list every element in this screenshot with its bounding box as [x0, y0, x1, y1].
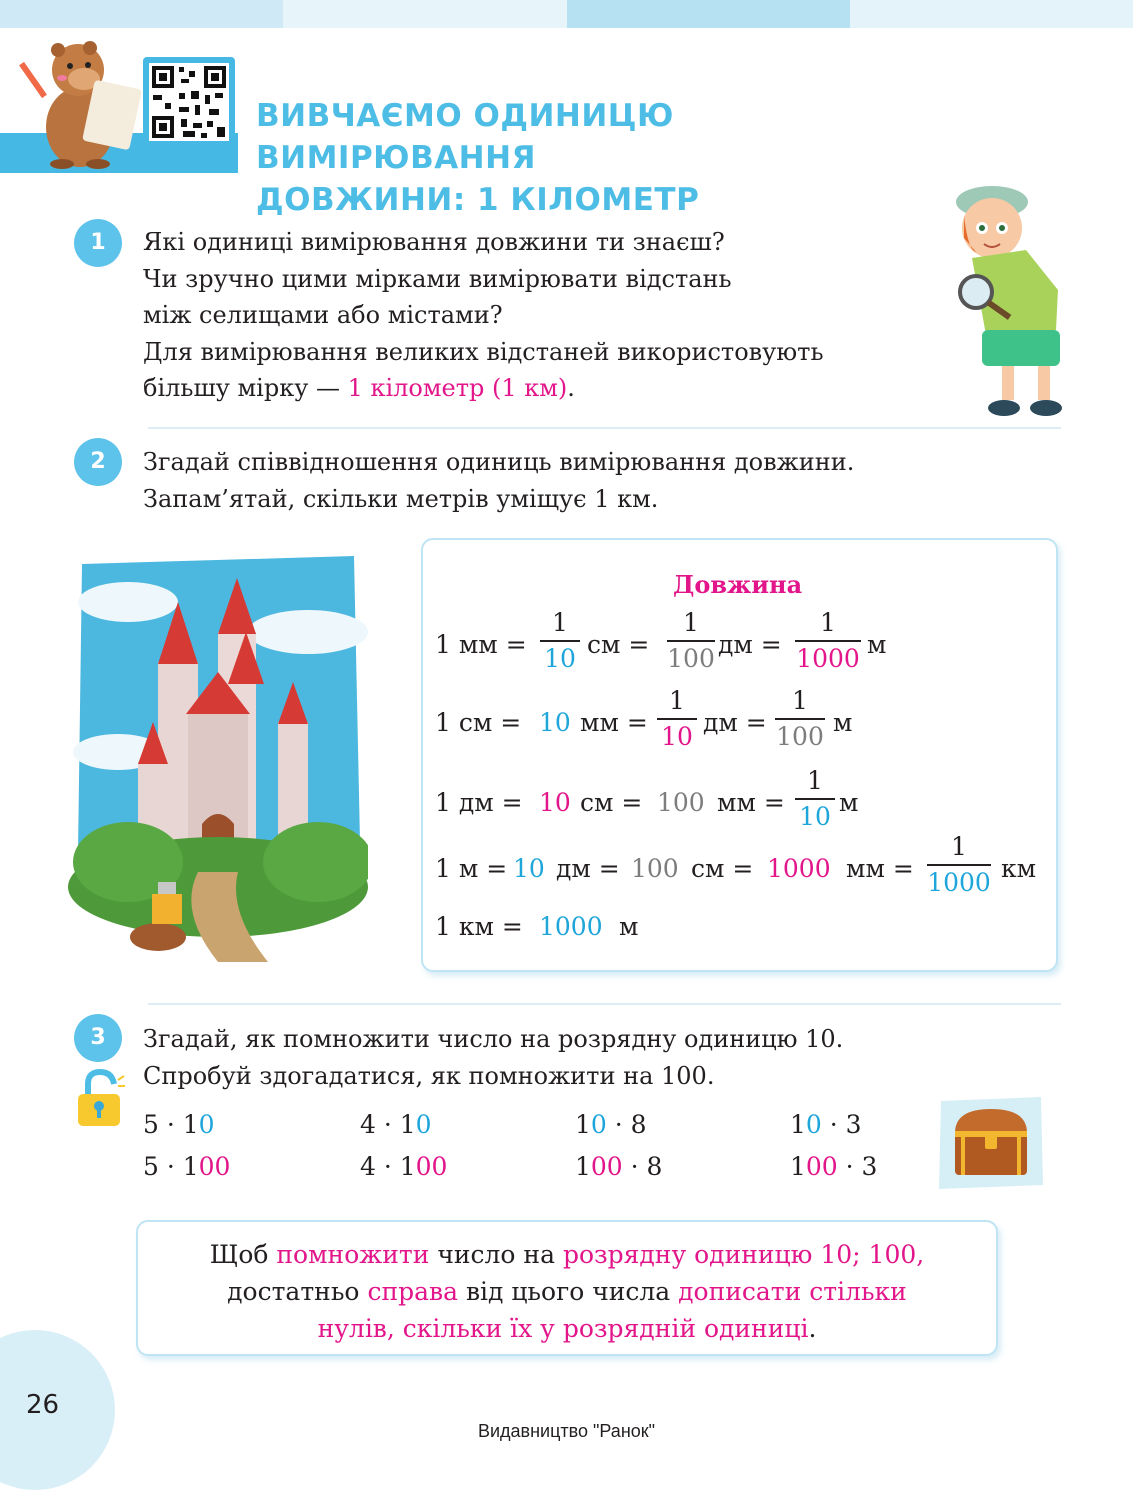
denominator: 10	[544, 644, 576, 673]
task-2-line: Згадай співвідношення одиниць вимірювання довжини.	[143, 448, 855, 476]
row-text: дм =	[718, 630, 782, 659]
denominator: 100	[776, 722, 824, 751]
row-value: 1000	[767, 854, 831, 883]
rule-line-1	[138, 1236, 996, 1273]
task-2-text	[143, 444, 854, 517]
row-value: 10	[539, 708, 571, 737]
rule-text: достатньо	[227, 1277, 368, 1306]
table-title: Довжина	[673, 570, 803, 599]
task-2-number: 2	[74, 438, 122, 486]
task-1-line: Які одиниці вимірювання довжини ти знаєш?	[143, 228, 725, 256]
exercise-zeros: 00	[198, 1152, 231, 1181]
fraction	[667, 608, 715, 674]
capybara-illustration	[18, 32, 143, 172]
exercise-zeros: 0	[590, 1110, 607, 1139]
row-value: 100	[657, 788, 705, 817]
numerator: 1	[552, 608, 568, 637]
fraction	[795, 766, 835, 832]
rule-highlight: помножити	[276, 1240, 430, 1269]
exercise-part: 5 · 1	[143, 1152, 199, 1181]
exercise-part: · 8	[622, 1152, 663, 1181]
separator	[148, 1003, 1061, 1005]
numerator: 1	[807, 766, 823, 795]
rule-highlight: розрядну одиницю 10; 100,	[562, 1240, 925, 1269]
row-text: см =	[691, 854, 754, 883]
denominator: 100	[667, 644, 715, 673]
row-text: м	[833, 708, 853, 737]
task-1-line: Чи зручно цими мірками вимірювати відстань	[143, 264, 732, 293]
rule-highlight: справа	[367, 1277, 458, 1306]
exercise	[360, 1152, 447, 1181]
row-text: дм =	[556, 854, 620, 883]
exercise-part: 1	[790, 1110, 806, 1139]
row-text: 1 см =	[435, 708, 522, 737]
padlock-icon	[76, 1066, 126, 1130]
treasure-chest-illustration	[935, 1093, 1047, 1193]
publisher-footer: Видавництво "Ранок"	[477, 1421, 656, 1441]
rule-text: число на	[429, 1240, 563, 1269]
row-value: 10	[539, 788, 571, 817]
task-1-text	[143, 224, 824, 407]
numerator: 1	[820, 608, 836, 637]
fraction	[795, 608, 861, 674]
numerator: 1	[683, 608, 699, 637]
rule-line-3	[138, 1310, 996, 1347]
exercise-part: · 3	[837, 1152, 878, 1181]
qr-code[interactable]	[143, 57, 235, 147]
denominator: 1000	[796, 644, 860, 673]
exercise	[790, 1110, 862, 1139]
page-number: 26	[26, 1390, 60, 1420]
row-text: 1 м =	[435, 854, 508, 883]
exercise-part: 1	[575, 1110, 591, 1139]
rule-line-2	[138, 1273, 996, 1310]
row-text: м	[839, 788, 859, 817]
fraction	[775, 686, 825, 752]
task-2-line: Запам’ятай, скільки метрів уміщує 1 км.	[143, 484, 659, 513]
exercise-zeros: 00	[590, 1152, 623, 1181]
row-text: 1 мм =	[435, 630, 527, 659]
fraction	[927, 832, 991, 898]
exercise-zeros: 0	[805, 1110, 822, 1139]
task-3-line: Спробуй здогадатися, як помножити на 100.	[143, 1061, 715, 1090]
numerator: 1	[669, 686, 685, 715]
task-3-number: 3	[74, 1014, 122, 1062]
numerator: 1	[951, 832, 967, 861]
exercise	[575, 1110, 647, 1139]
exercise	[790, 1152, 877, 1181]
row-text: м	[867, 630, 887, 659]
castle-illustration	[68, 542, 368, 972]
row-text: 1 км =	[435, 912, 523, 941]
row-text: см =	[587, 630, 650, 659]
exercise-part: 5 · 1	[143, 1110, 199, 1139]
task-1-line	[143, 370, 824, 407]
row-text: мм =	[717, 788, 785, 817]
rule-text: Щоб	[209, 1240, 277, 1269]
top-stripe	[0, 0, 1133, 28]
exercise	[143, 1110, 215, 1139]
exercise-part: 1	[790, 1152, 806, 1181]
denominator: 10	[799, 802, 831, 831]
row-value: 1000	[539, 912, 603, 941]
exercise	[575, 1152, 662, 1181]
kilometer-highlight: 1 кілометр (1 км)	[347, 374, 568, 402]
rule-box	[136, 1220, 998, 1356]
exercise-zeros: 00	[805, 1152, 838, 1181]
task-1-line: Для вимірювання великих відстаней використовують	[143, 337, 824, 366]
rule-highlight: дописати стільки	[678, 1277, 907, 1306]
task-1-line: між селищами або містами?	[143, 301, 503, 329]
task-1-line5-end: .	[567, 374, 575, 402]
exercise-part: 1	[575, 1152, 591, 1181]
row-text: 1 дм =	[435, 788, 523, 817]
task-1-line5-start: більшу мірку —	[143, 374, 348, 402]
rule-highlight: нулів, скільки їх у розрядній одиниці	[317, 1314, 809, 1343]
numerator: 1	[792, 686, 808, 715]
title-line-1: ВИВЧАЄМО ОДИНИЦЮ ВИМІРЮВАННЯ	[256, 98, 674, 176]
task-1-number: 1	[74, 219, 122, 267]
row-text: мм =	[580, 708, 648, 737]
task-3-line: Згадай, як помножити число на розрядну одиницю 10.	[143, 1025, 844, 1053]
exercise	[360, 1110, 432, 1139]
rule-text: .	[808, 1314, 817, 1343]
row-text: км	[1001, 854, 1037, 883]
boy-with-magnifier-illustration	[946, 180, 1076, 422]
exercise	[143, 1152, 230, 1181]
row-text: см =	[580, 788, 643, 817]
row-value: 100	[631, 854, 679, 883]
title-line-2: ДОВЖИНИ: 1 КІЛОМЕТР	[256, 182, 700, 218]
exercise-part: 4 · 1	[360, 1152, 416, 1181]
exercise-part: 4 · 1	[360, 1110, 416, 1139]
row-text: м	[619, 912, 639, 941]
exercise-zeros: 0	[198, 1110, 215, 1139]
denominator: 10	[661, 722, 693, 751]
length-units-table	[421, 538, 1058, 972]
fraction	[657, 686, 697, 752]
rule-text: від цього числа	[458, 1277, 679, 1306]
exercise-part: · 3	[821, 1110, 862, 1139]
exercise-zeros: 0	[415, 1110, 432, 1139]
separator	[148, 427, 1061, 429]
denominator: 1000	[927, 868, 991, 897]
fraction	[540, 608, 580, 674]
page-title	[256, 95, 956, 221]
exercise-part: · 8	[606, 1110, 647, 1139]
exercise-zeros: 00	[415, 1152, 448, 1181]
qr-code-icon	[149, 63, 229, 141]
row-text: мм =	[846, 854, 914, 883]
row-value: 10	[513, 854, 545, 883]
row-text: дм =	[703, 708, 767, 737]
task-3-text	[143, 1021, 843, 1094]
